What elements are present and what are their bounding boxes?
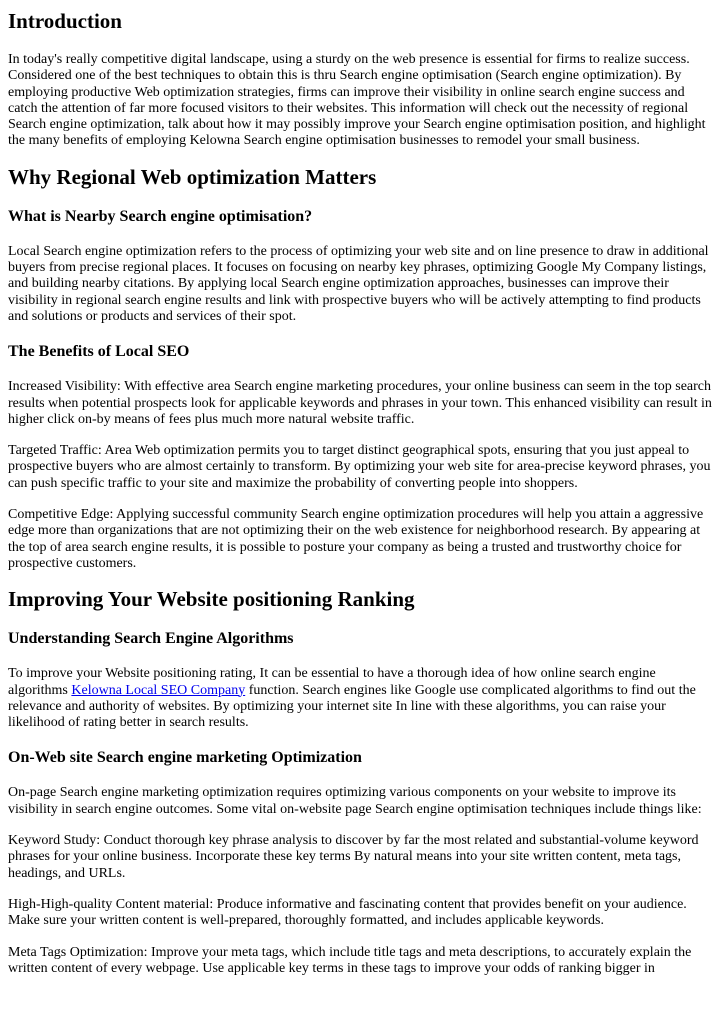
algorithms-paragraph	[8, 666, 714, 731]
content-paragraph: High-High-quality Content material: Produce informative and fascinating content that provides benefit on your audience. Make sure your written content is well-prepared, thoroughly formatted, and includes applicable keywords.	[8, 896, 687, 929]
article	[0, 9, 720, 977]
benefit-competitive-paragraph: Competitive Edge: Applying successful community Search engine optimization procedures will help you attain a aggressive edge more than organizations that are not optimizing their on the web existence for neighborhood research. By appearing at the top of area search engine results, it is possible to posture your company as being a trusted and trustworthy choice for prospective customers.	[8, 507, 704, 571]
benefit-traffic-paragraph: Targeted Traffic: Area Web optimization permits you to target distinct geographical spots, ensuring that you just appeal to prospective buyers who are almost certainly to transform. By optimizing your web site for area-precise keyword phrases, you can push specific traffic to your site and maximize the probability of converting people into shoppers.	[8, 443, 711, 491]
heading-why-regional: Why Regional Web optimization Matters	[8, 164, 377, 189]
local-seo-paragraph: Local Search engine optimization refers to the process of optimizing your web site and on line presence to draw in additional buyers from precise regional places. It focuses on focusing on nearby key phrases, optimizing Google My Company listings, and building nearby citations. By applying local Search engine optimization approaches, businesses can improve their visibility in regional search engine results and link with prospective buyers who will be actively attempting to find products and solutions or products and services of their spot.	[8, 243, 709, 324]
heading-introduction: Introduction	[8, 9, 122, 33]
on-page-paragraph: On-page Search engine marketing optimization requires optimizing various components on your website to improve its visibility in search engine outcomes. Some vital on-website page Search engine optimisation techniques include things like:	[8, 785, 702, 817]
algorithms-text-after: function. Search engines like Google use complicated algorithms to find out the relevance and authority of websites. By optimizing your internet site In line with these algorithms, you can raise your likelihood of rating better in search results.	[8, 682, 696, 731]
keyword-study-paragraph: Keyword Study: Conduct thorough key phrase analysis to discover by far the most related and substantial-volume keyword phrases for your online business. Incorporate these key terms By natural means into your site written content, meta tags, headings, and URLs.	[8, 833, 699, 881]
subheading-benefits: The Benefits of Local SEO	[8, 343, 190, 361]
subheading-algorithms: Understanding Search Engine Algorithms	[8, 630, 294, 648]
subheading-on-site: On-Web site Search engine marketing Optimization	[8, 749, 362, 767]
benefit-visibility-paragraph: Increased Visibility: With effective area Search engine marketing procedures, your online business can seem in the top search results when potential prospects look for applicable keywords and phrases in your town. This enhanced visibility can result in higher click on-by means of fees plus much more natural website traffic.	[8, 379, 712, 427]
heading-improving-ranking: Improving Your Website positioning Ranking	[8, 587, 415, 612]
intro-paragraph: In today's really competitive digital landscape, using a sturdy on the web presence is essential for firms to realize success. Considered one of the best techniques to obtain this is thru Search engine optimisation (Search engine optimization). By employing productive Web optimization strategies, firms can improve their visibility in online search engine success and catch the attention of far more focused visitors to their websites. This information will check out the necessity of regional Search engine optimization, talk about how it may possibly improve your Search engine optimisation position, and highlight the many benefits of employing Kelowna Search engine optimisation businesses to remodel your small business.	[8, 52, 706, 149]
subheading-what-is-local-seo: What is Nearby Search engine optimisation?	[8, 207, 313, 225]
kelowna-seo-link[interactable]: Kelowna Local SEO Company	[71, 682, 246, 698]
algorithms-text-before: To improve your Website positioning rating, It can be essential to have a thorough idea of how online search engine algorithms	[8, 666, 656, 698]
meta-tags-paragraph: Meta Tags Optimization: Improve your meta tags, which include title tags and meta descriptions, to accurately explain the written content of every webpage. Use applicable key terms in these tags to improve your odds of ranking bigger in	[8, 944, 692, 976]
